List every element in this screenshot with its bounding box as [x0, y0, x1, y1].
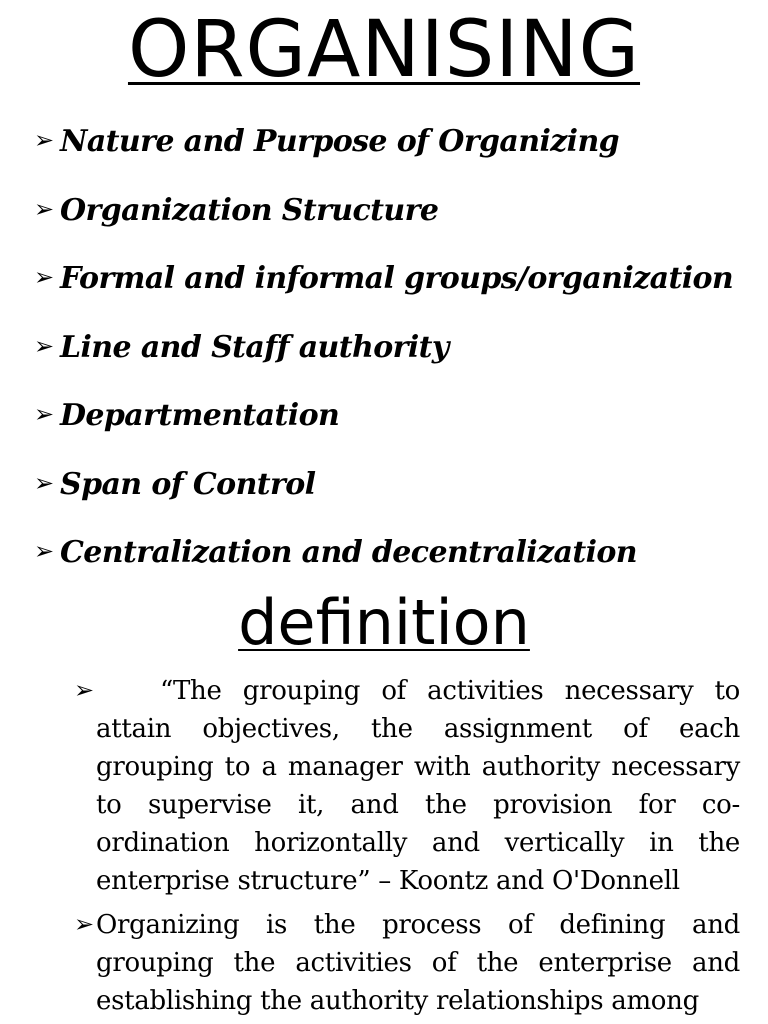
- topic-text: Organization Structure: [60, 192, 439, 228]
- list-item: [34, 191, 733, 260]
- definition-list: [74, 672, 740, 1020]
- list-item: [34, 122, 733, 191]
- arrowhead-bullet-icon: ➢: [74, 910, 94, 938]
- definition-item: [74, 672, 740, 900]
- topic-text: Span of Control: [60, 466, 316, 502]
- arrowhead-bullet-icon: ➢: [34, 263, 54, 291]
- list-item: [34, 465, 733, 534]
- arrowhead-bullet-icon: ➢: [34, 537, 54, 565]
- topic-text: Line and Staff authority: [60, 329, 449, 365]
- arrowhead-bullet-icon: ➢: [34, 468, 54, 497]
- page-title: ORGANISING: [127, 5, 641, 95]
- topic-list: [34, 122, 733, 602]
- topic-text: Departmentation: [60, 398, 340, 433]
- arrowhead-bullet-icon: ➢: [34, 331, 54, 360]
- arrowhead-bullet-icon: ➢: [34, 400, 54, 428]
- list-item: [34, 259, 733, 328]
- definition-item: [74, 906, 740, 1020]
- list-item: [34, 328, 733, 397]
- arrowhead-bullet-icon: ➢: [34, 126, 54, 154]
- topic-text: Formal and informal groups/organization: [60, 261, 734, 296]
- topic-text: Nature and Purpose of Organizing: [60, 124, 620, 159]
- arrowhead-bullet-icon: ➢: [34, 194, 54, 223]
- definition-heading: definition: [238, 586, 530, 659]
- topic-text: Centralization and decentralization: [60, 535, 638, 570]
- definition-text: “The grouping of activities necessary to attain objectives, the assignment of each grouping to a manager with authority necessary to supervise it, and the provision for co- ordination horizontally and vertically in the enterprise structure” – Koontz and O'Donnell: [96, 676, 740, 896]
- list-item: [34, 396, 733, 465]
- arrowhead-bullet-icon: ➢: [74, 676, 94, 704]
- definition-text: Organizing is the process of defining and grouping the activities of the enterprise and establishing the authority relationships among: [96, 910, 740, 1016]
